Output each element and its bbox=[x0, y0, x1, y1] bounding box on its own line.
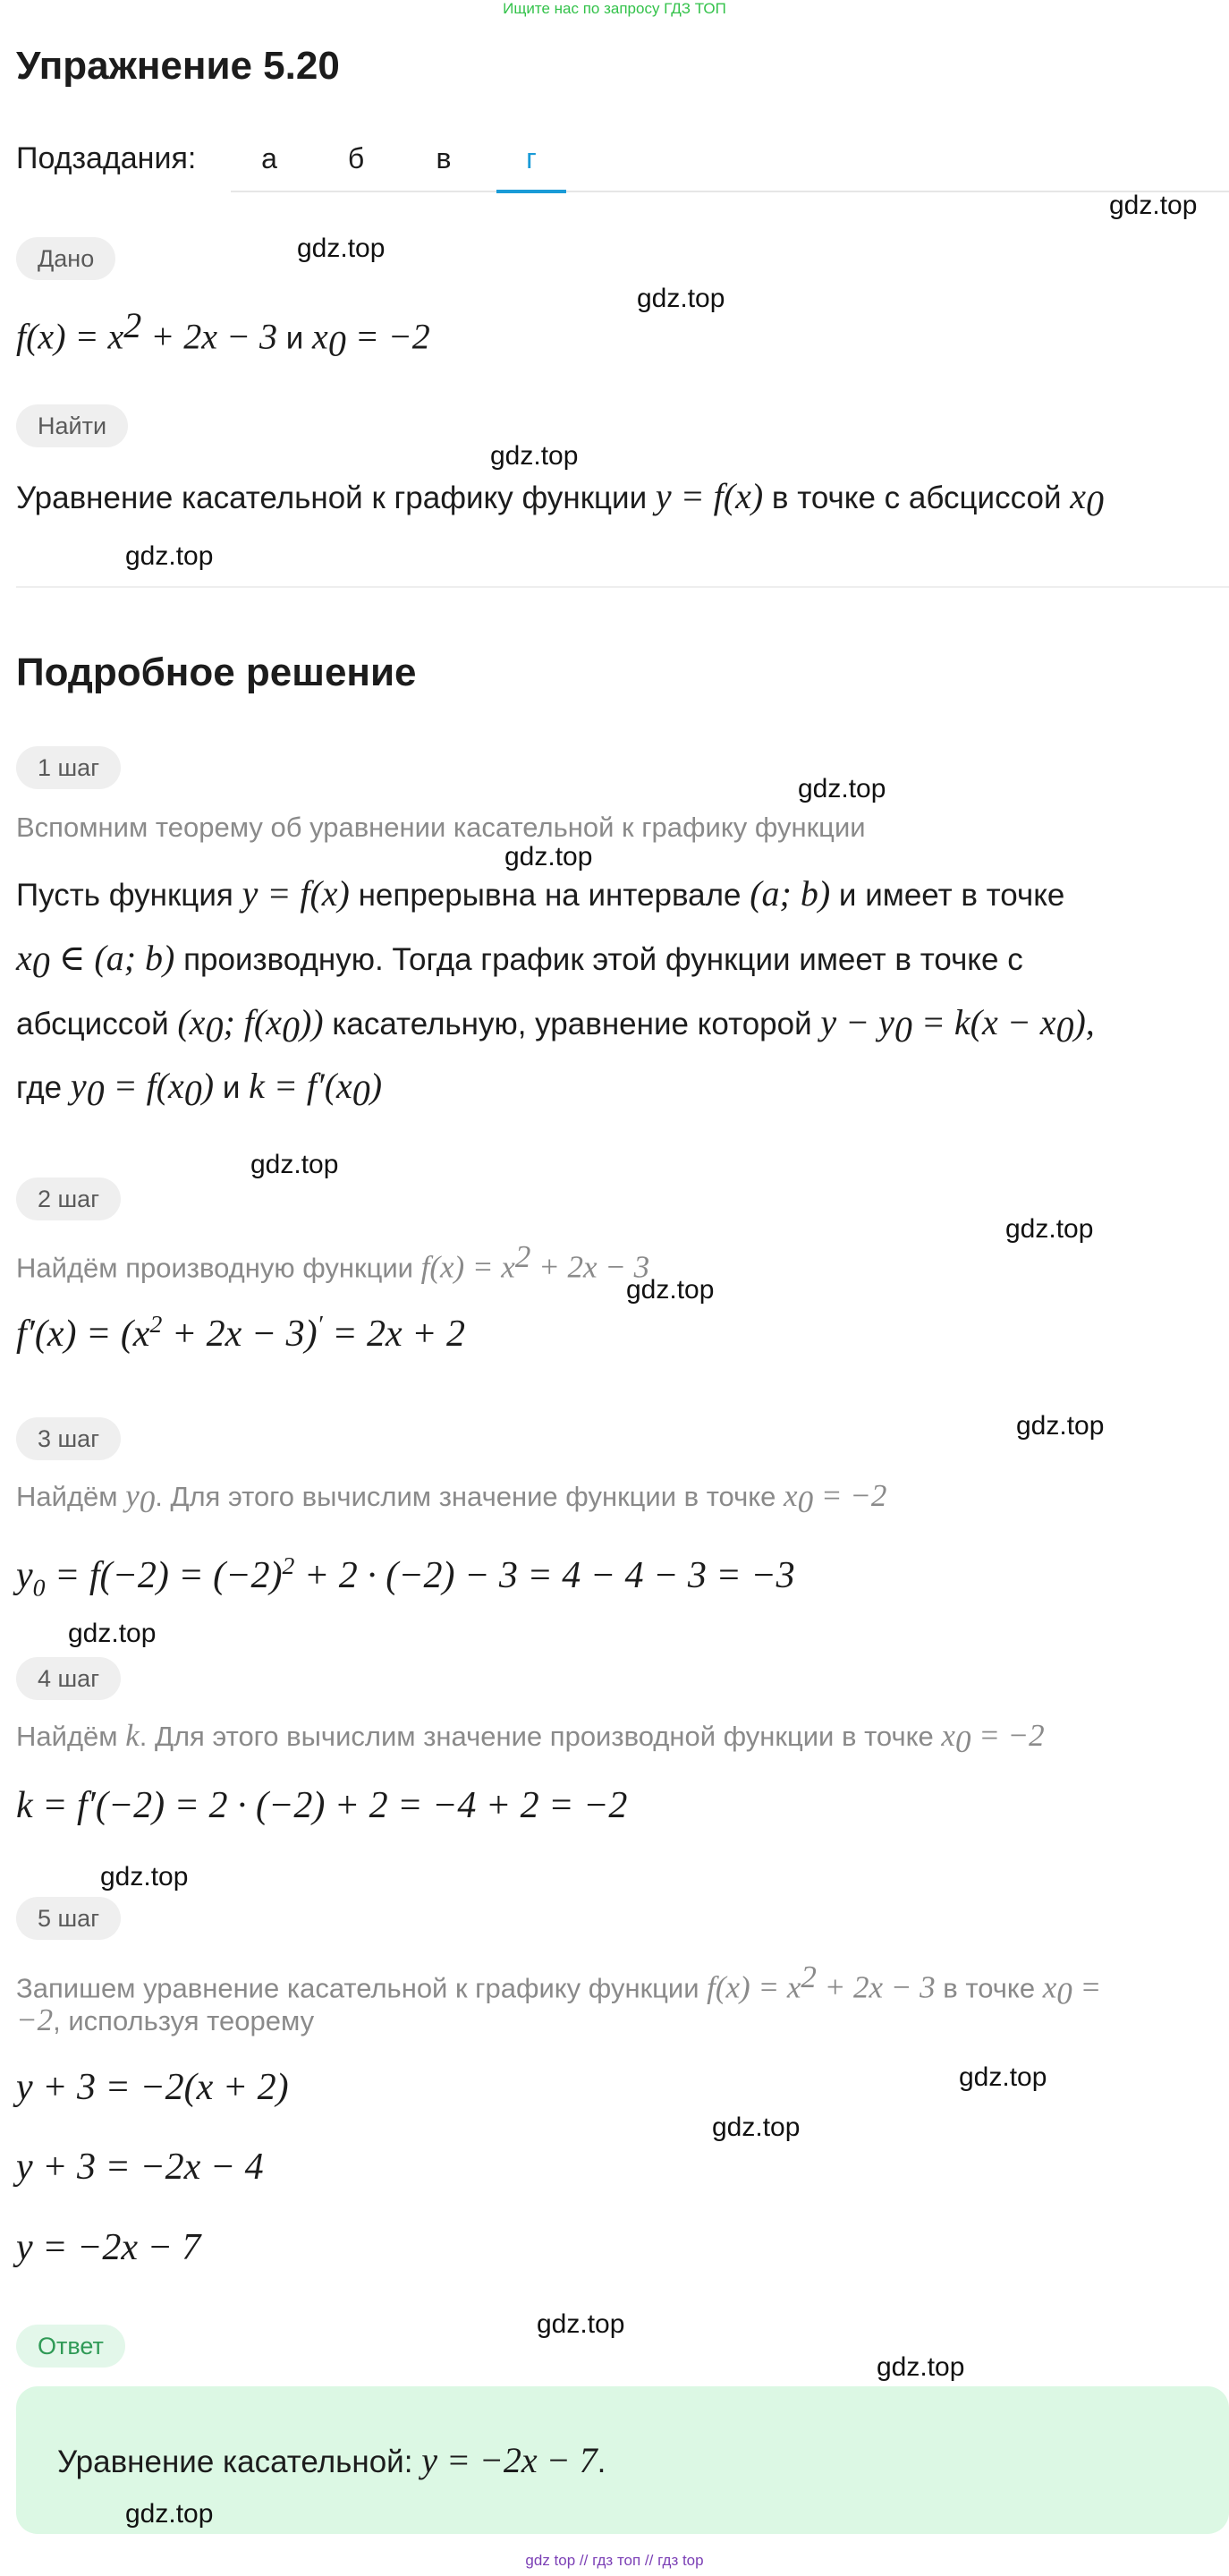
step-5-hint-line-2: −2, используя теорему bbox=[16, 2002, 315, 2037]
step-1-line-2: $x_0$ ∈ (a; b) производную. Тогда график этой функции имеет в точке с bbox=[16, 938, 1023, 985]
watermark: gdz.top bbox=[100, 1862, 189, 1892]
footer-links[interactable]: gdz top // гдз топ // гдз top bbox=[525, 2552, 704, 2569]
step-4-equation: k = f′(−2) = 2 · (−2) + 2 = −4 + 2 = −2 bbox=[16, 1785, 628, 1826]
solution-title: Подробное решение bbox=[16, 650, 417, 694]
watermark: gdz.top bbox=[877, 2352, 965, 2382]
step-5-badge: 5 шаг bbox=[16, 1897, 121, 1940]
tab-v[interactable]: в bbox=[436, 142, 452, 174]
step-2-badge: 2 шаг bbox=[16, 1177, 121, 1220]
watermark: gdz.top bbox=[537, 2309, 625, 2339]
watermark: gdz.top bbox=[637, 284, 725, 313]
step-4-hint: Найдём k. Для этого вычислим значение производной функции в точке $x_0 = -2$ bbox=[16, 1718, 1045, 1760]
step-1-line-1: Пусть функция y = f(x) непрерывна на интервале (a; b) и имеет в точке bbox=[16, 873, 1065, 914]
watermark: gdz.top bbox=[490, 441, 579, 471]
answer-badge: Ответ bbox=[16, 2325, 125, 2368]
step-3-equation: $y_0 = f(-2) = (-2)^2 + 2 \cdot (-2) - 3 = 4 - 4 - 3 = -3$ bbox=[16, 1552, 795, 1602]
step-1-line-4: где $y_0 = f(x_0)$ и $k = f'(x_0)$ bbox=[16, 1066, 383, 1113]
step-1-hint: Вспомним теорему об уравнении касательной к графику функции bbox=[16, 812, 866, 843]
watermark: gdz.top bbox=[1109, 191, 1198, 220]
section-divider bbox=[16, 586, 1229, 588]
step-4-badge: 4 шаг bbox=[16, 1657, 121, 1700]
watermark: gdz.top bbox=[125, 2499, 214, 2529]
given-statement: $f(x) = x^2 + 2x - 3$ и $x_0 = -2$ bbox=[16, 305, 430, 364]
page-title: Упражнение 5.20 bbox=[16, 44, 340, 88]
find-statement: Уравнение касательной к графику функции y = f(x) в точке с абсциссой $x_0$ bbox=[16, 476, 1105, 523]
step-2-equation: $f'(x) = (x^2 + 2x - 3)' = 2x + 2$ bbox=[16, 1310, 466, 1355]
step-2-hint: Найдём производную функции $f(x) = x^2 + 2x - 3$ bbox=[16, 1239, 650, 1285]
subtasks-label: Подзадания: bbox=[16, 141, 197, 175]
step-3-hint: Найдём $y_0$. Для этого вычислим значение функции в точке $x_0 = -2$ bbox=[16, 1478, 887, 1520]
watermark: gdz.top bbox=[1005, 1214, 1094, 1244]
find-badge: Найти bbox=[16, 404, 128, 447]
step-3-badge: 3 шаг bbox=[16, 1417, 121, 1460]
step-1-badge: 1 шаг bbox=[16, 746, 121, 789]
step-1-line-3: абсциссой ($x_0$; $f(x_0)$) касательную, уравнение которой $y - y_0 = k(x - x_0)$, bbox=[16, 1002, 1095, 1050]
watermark: gdz.top bbox=[798, 774, 886, 803]
watermark: gdz.top bbox=[504, 842, 593, 871]
watermark: gdz.top bbox=[68, 1619, 157, 1648]
step-5-equation-1: y + 3 = −2(x + 2) bbox=[16, 2067, 289, 2108]
tab-b[interactable]: б bbox=[347, 142, 365, 174]
answer-text: Уравнение касательной: y = −2x − 7. bbox=[57, 2440, 606, 2480]
watermark: gdz.top bbox=[125, 541, 214, 571]
tab-g[interactable]: г bbox=[496, 136, 566, 191]
search-hint-banner: Ищите нас по запросу ГДЗ ТОП bbox=[503, 0, 726, 17]
step-5-hint-line-1: Запишем уравнение касательной к графику функции $f(x) = x^2 + 2x - 3$ в точке $x_0$ = bbox=[16, 1960, 1102, 2011]
watermark: gdz.top bbox=[1016, 1411, 1105, 1441]
watermark: gdz.top bbox=[250, 1150, 339, 1179]
watermark: gdz.top bbox=[626, 1275, 715, 1305]
watermark: gdz.top bbox=[959, 2062, 1047, 2092]
step-5-equation-2: y + 3 = −2x − 4 bbox=[16, 2147, 264, 2188]
watermark: gdz.top bbox=[297, 234, 386, 263]
tab-a[interactable]: а bbox=[261, 142, 277, 174]
watermark: gdz.top bbox=[712, 2113, 801, 2142]
given-badge: Дано bbox=[16, 237, 115, 280]
step-5-equation-3: y = −2x − 7 bbox=[16, 2227, 201, 2268]
